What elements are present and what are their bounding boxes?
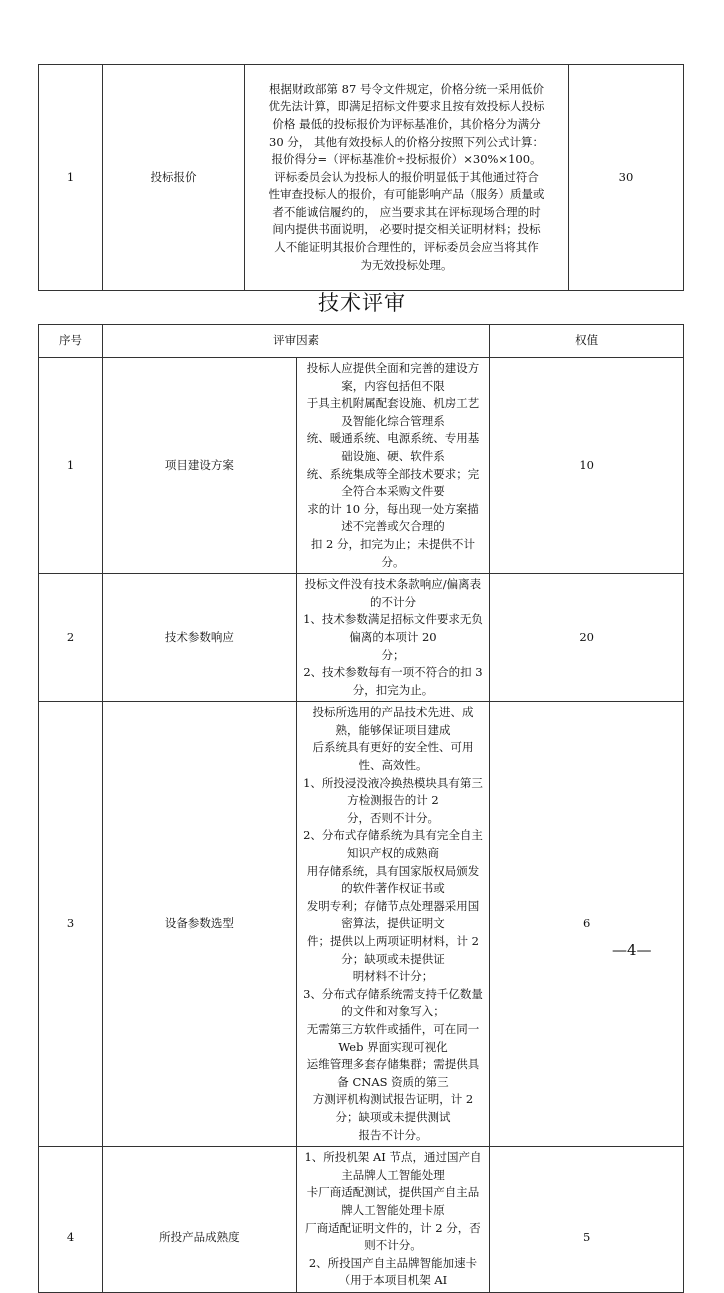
criteria-line: 间内提供书面说明， 必要时提交相关证明材料；投标 [272, 222, 541, 237]
criteria-line: 投标所选用的产品技术先进、成熟，能够保证项目建成 [312, 705, 474, 737]
header-weight: 权值 [490, 325, 684, 358]
row-weight: 30 [569, 65, 684, 291]
page-number: —4— [612, 941, 652, 959]
criteria-line: 无需第三方软件或插件，可在同一 Web 界面实现可视化 [306, 1021, 480, 1054]
table-row [39, 65, 684, 291]
row-index: 1 [39, 65, 103, 291]
row-criteria [296, 1147, 490, 1293]
header-factor: 评审因素 [103, 325, 490, 358]
criteria-line: 优先法计算，即满足招标文件要求且按有效投标人投标 [268, 99, 545, 114]
criteria-text [250, 81, 563, 275]
criteria-line: 人不能证明其报价合理性的，评标委员会应当将其作 [274, 240, 539, 255]
criteria-line: 后系统具有更好的安全性、可用性、高效性。 [312, 740, 474, 773]
criteria-line: 于具主机附属配套设施、机房工艺及智能化综合管理系 [306, 396, 480, 428]
criteria-line: 投标人应提供全面和完善的建设方案，内容包括但不限 [306, 361, 480, 393]
table-row [39, 1147, 684, 1293]
row-criteria [296, 358, 490, 574]
criteria-line: 2、分布式存储系统为具有完全自主知识产权的成熟商 [303, 828, 483, 861]
row-index: 2 [39, 574, 103, 702]
criteria-line: 用存储系统，具有国家版权局颁发的软件著作权证书或 [306, 863, 480, 896]
row-index: 3 [39, 702, 103, 1147]
criteria-line: 发明专利；存储节点处理器采用国密算法，提供证明文 [306, 898, 480, 931]
criteria-line: 方测评机构测试报告证明，计 2 分；缺项或未提供测试 [312, 1092, 474, 1124]
criteria-text [302, 704, 485, 1144]
criteria-line: 者不能诚信履约的， 应当要求其在评标现场合理的时 [272, 204, 541, 219]
section-title: 技术评审 [318, 291, 406, 315]
row-weight: 20 [490, 574, 684, 702]
row-weight: 10 [490, 358, 684, 574]
criteria-line: 30 分， 其他有效投标人的价格分按照下列公式计算： [269, 134, 544, 149]
criteria-text [302, 576, 485, 699]
row-item: 投标报价 [103, 65, 245, 291]
criteria-line: 1、所投机架 AI 节点，通过国产自主品牌人工智能处理 [304, 1150, 482, 1182]
row-weight: 5 [490, 1147, 684, 1293]
technical-review-table [38, 324, 684, 1293]
criteria-line: 厂商适配证明文件的，计 2 分，否则不计分。 [305, 1220, 481, 1253]
row-item: 所投产品成熟度 [103, 1147, 297, 1293]
row-item: 技术参数响应 [103, 574, 297, 702]
criteria-line: 扣 2 分，扣完为止；未提供不计分。 [310, 536, 476, 569]
criteria-line: 评标委员会认为投标人的报价明显低于其他通过符合 [274, 169, 539, 184]
criteria-line: 1、技术参数满足招标文件要求无负偏离的本项计 20 [303, 612, 483, 644]
row-weight: 6 [490, 702, 684, 1147]
criteria-line: 求的计 10 分，每出现一处方案描述不完善或欠合理的 [307, 501, 479, 534]
criteria-line: 统、暖通系统、电源系统、专用基础设施、硬、软件系 [306, 431, 480, 463]
criteria-text [302, 360, 485, 571]
row-criteria [296, 702, 490, 1147]
criteria-line: 报价得分=（评标基准价÷投标报价）×30%×100。 [271, 152, 542, 167]
criteria-line: 投标文件没有技术条款响应/偏离表的不计分 [304, 577, 482, 609]
criteria-line: 3、分布式存储系统需支持千亿数量的文件和对象写入； [303, 986, 483, 1019]
criteria-line: 2、所投国产自主品牌智能加速卡（用于本项目机架 AI [308, 1255, 478, 1288]
criteria-line: 明材料不计分； [352, 969, 434, 984]
criteria-line: 报告不计分。 [358, 1127, 428, 1142]
table-header-row [39, 325, 684, 358]
criteria-line: 件；提供以上两项证明材料，计 2 分；缺项或未提供证 [306, 934, 479, 966]
criteria-line: 价格 最低的投标报价为评标基准价，其价格分为满分 [272, 116, 541, 131]
row-index: 4 [39, 1147, 103, 1293]
criteria-line: 根据财政部第 87 号令文件规定，价格分统一采用低价 [269, 81, 544, 96]
criteria-text [302, 1149, 485, 1290]
criteria-line: 运维管理多套存储集群；需提供具备 CNAS 资质的第三 [306, 1057, 480, 1089]
row-criteria [296, 574, 490, 702]
table-row [39, 358, 684, 574]
table-row [39, 574, 684, 702]
criteria-line: 卡厂商适配测试，提供国产自主品牌人工智能处理卡原 [306, 1185, 480, 1217]
criteria-line: 1、所投浸没液冷换热模块具有第三方检测报告的计 2 [303, 775, 483, 808]
criteria-line: 为无效投标处理。 [360, 257, 453, 272]
criteria-line: 2、技术参数每有一项不符合的扣 3 分，扣完为止。 [303, 665, 483, 697]
price-score-table [38, 64, 684, 291]
header-index: 序号 [39, 325, 103, 358]
row-criteria [245, 65, 569, 291]
criteria-line: 分； [381, 647, 405, 662]
row-item: 项目建设方案 [103, 358, 297, 574]
criteria-line: 性审查投标人的报价，有可能影响产品（服务）质量或 [268, 187, 545, 202]
criteria-line: 统、系统集成等全部技术要求；完全符合本采购文件要 [306, 466, 480, 499]
criteria-line: 分，否则不计分。 [346, 810, 439, 825]
row-index: 1 [39, 358, 103, 574]
row-item: 设备参数选型 [103, 702, 297, 1147]
table-row [39, 702, 684, 1147]
